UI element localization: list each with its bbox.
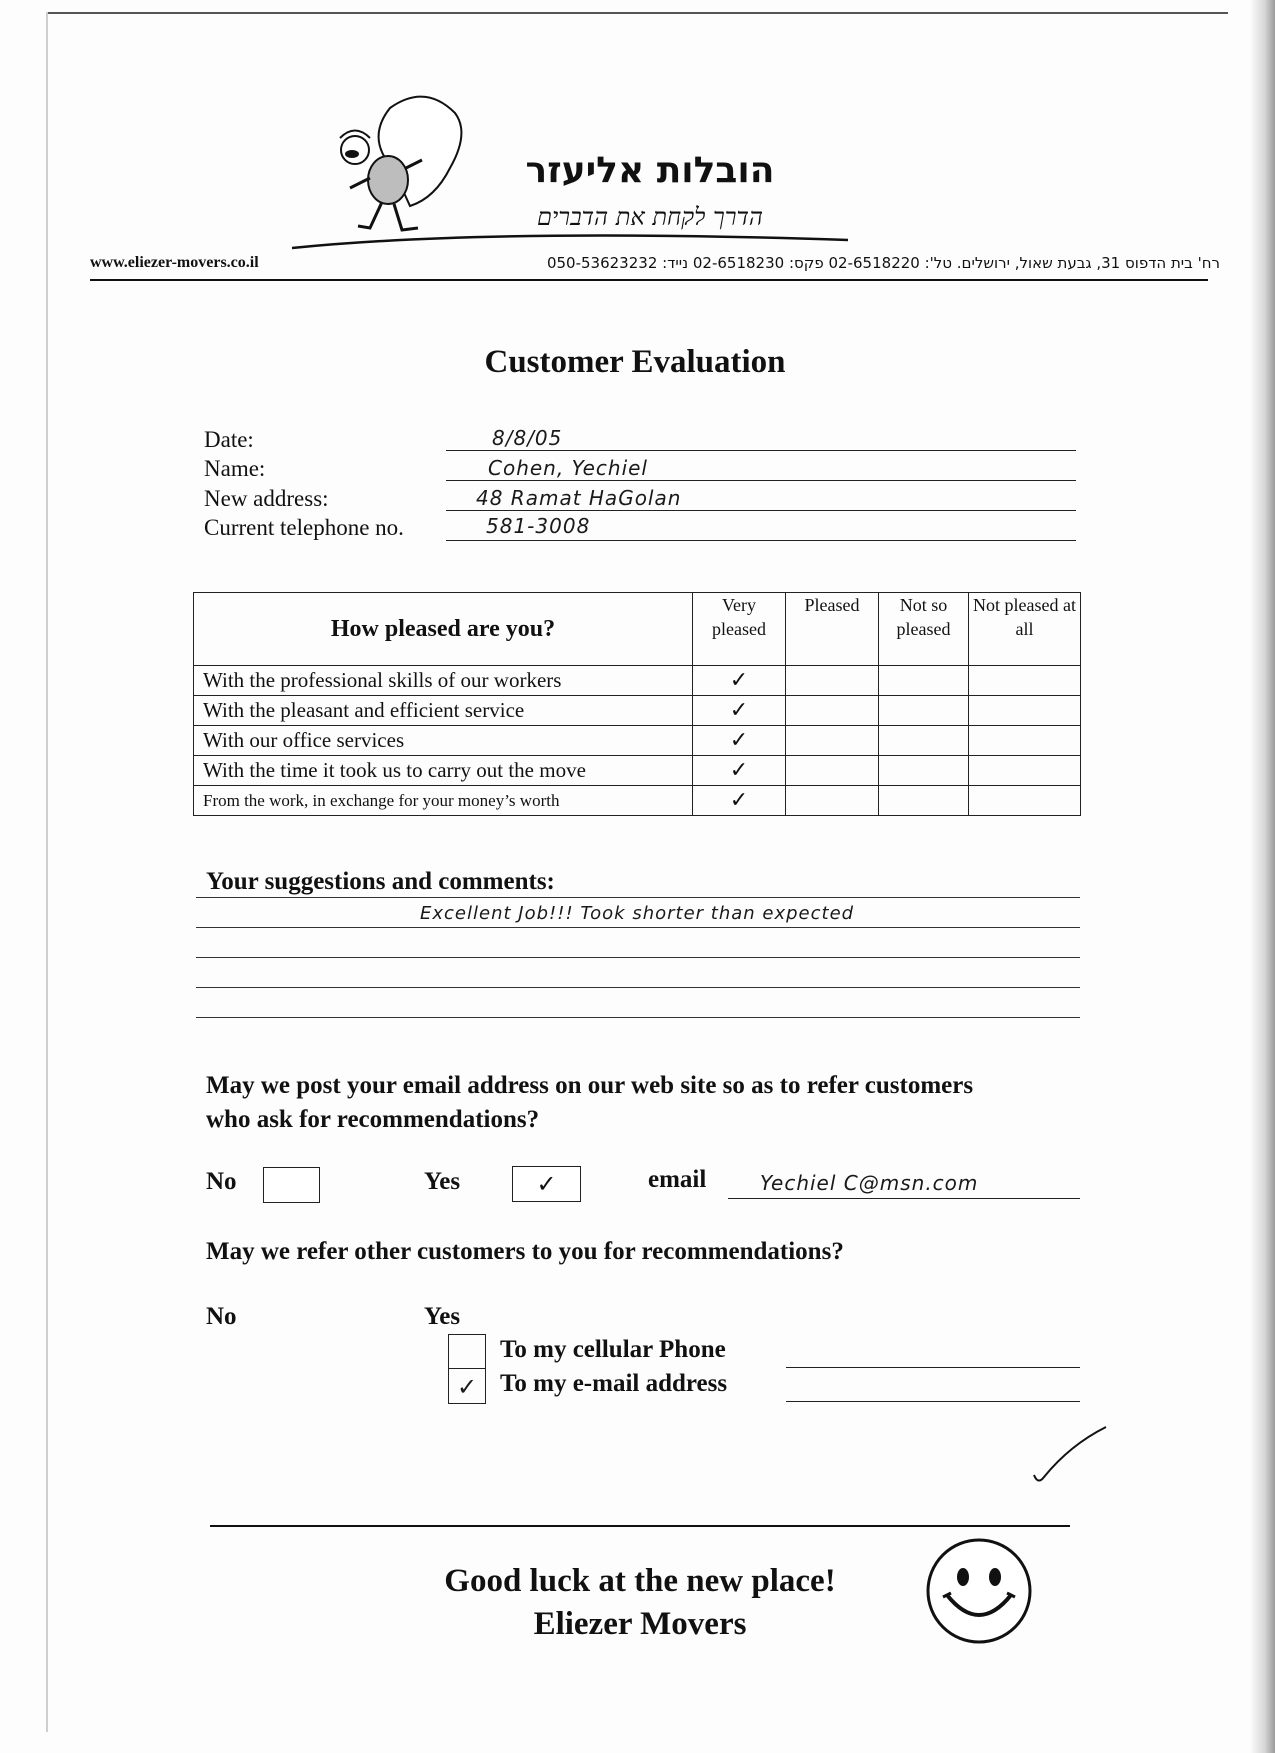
- email-address-mark: ✓: [457, 1373, 479, 1401]
- col-not-pleased-at-all: Not pleased at all: [969, 593, 1081, 666]
- address-value: 48 Ramat HaGolan: [476, 486, 682, 510]
- form-title: Customer Evaluation: [484, 344, 786, 380]
- not-so-pleased-checkbox[interactable]: [879, 756, 969, 786]
- email-address-label: To my e-mail address: [500, 1370, 728, 1397]
- pleased-checkbox[interactable]: [786, 786, 879, 816]
- cell-phone-label: To my cellular Phone: [500, 1336, 726, 1363]
- footer-line-1: Good luck at the new place!: [444, 1563, 836, 1599]
- email-label: email: [648, 1166, 707, 1193]
- phone-value: 581-3008: [486, 514, 591, 538]
- very-pleased-checkbox[interactable]: ✓: [693, 666, 786, 696]
- name-line: [446, 480, 1076, 481]
- name-value: Cohen, Yechiel: [488, 456, 648, 480]
- email-address-line: [786, 1401, 1080, 1402]
- date-label: Date:: [204, 427, 254, 452]
- very-pleased-checkbox[interactable]: ✓: [693, 756, 786, 786]
- table-row: [194, 666, 1081, 696]
- footer-divider: [210, 1525, 1070, 1527]
- email-value[interactable]: Yechiel C@msn.com: [760, 1171, 979, 1195]
- row-label: With our office services: [194, 726, 693, 756]
- cell-phone-checkbox[interactable]: [448, 1334, 486, 1369]
- refer-question: May we refer other customers to you for recommendations?: [206, 1238, 844, 1265]
- email-yes-label: Yes: [424, 1168, 461, 1195]
- phone-line: [446, 540, 1076, 541]
- pleased-checkbox[interactable]: [786, 756, 879, 786]
- very-pleased-checkbox[interactable]: ✓: [693, 786, 786, 816]
- mover-mascot-icon: [330, 88, 500, 248]
- pleased-checkbox[interactable]: [786, 726, 879, 756]
- comment-line: [196, 957, 1080, 958]
- company-name-hebrew: הובלות אליעזר: [525, 150, 775, 191]
- col-not-so-pleased: Not so pleased: [879, 593, 969, 666]
- very-pleased-checkbox[interactable]: ✓: [693, 696, 786, 726]
- date-value: 8/8/05: [492, 426, 563, 450]
- logo-swoosh-line: [290, 226, 850, 256]
- table-row: [194, 756, 1081, 786]
- email-yes-mark: ✓: [536, 1170, 557, 1198]
- comment-line: [196, 987, 1080, 988]
- top-border: [48, 12, 1228, 14]
- very-pleased-checkbox[interactable]: ✓: [693, 726, 786, 756]
- table-row: [194, 786, 1081, 816]
- comments-heading: Your suggestions and comments:: [206, 868, 555, 895]
- row-label: From the work, in exchange for your money’s worth: [194, 786, 693, 816]
- email-yes-checkbox[interactable]: [512, 1166, 581, 1202]
- table-row: [194, 696, 1081, 726]
- left-border: [46, 12, 48, 1732]
- rating-table: [193, 592, 1081, 816]
- rating-question: How pleased are you?: [194, 593, 693, 666]
- phone-label: Current telephone no.: [204, 515, 404, 540]
- handwritten-check-icon: [1030, 1425, 1110, 1485]
- comment-line: [196, 897, 1080, 898]
- pleased-checkbox[interactable]: [786, 666, 879, 696]
- date-line: [446, 450, 1076, 451]
- pleased-checkbox[interactable]: [786, 696, 879, 726]
- not-so-pleased-checkbox[interactable]: [879, 696, 969, 726]
- row-label: With the time it took us to carry out the move: [194, 756, 693, 786]
- email-no-label: No: [206, 1168, 237, 1195]
- not-so-pleased-checkbox[interactable]: [879, 666, 969, 696]
- email-line: [728, 1198, 1080, 1199]
- paper-edge-shadow: [1249, 0, 1275, 1753]
- comment-line: [196, 927, 1080, 928]
- not-pleased-checkbox[interactable]: [969, 756, 1081, 786]
- comments-text[interactable]: Excellent Job!!! Took shorter than expected: [420, 903, 855, 924]
- contact-details-hebrew: רח' בית הדפוס 31, גבעת שאול, ירושלים. טל': 02-6518220 פקס: 02-6518230 נייד: 050-53623232: [546, 254, 1220, 272]
- address-label: New address:: [204, 486, 329, 511]
- smiley-face-icon: [925, 1537, 1033, 1645]
- not-so-pleased-checkbox[interactable]: [879, 726, 969, 756]
- footer-message: [300, 1560, 980, 1646]
- row-label: With the pleasant and efficient service: [194, 696, 693, 726]
- email-question: May we post your email address on our web site so as to refer customers who ask for recommendations?: [206, 1072, 974, 1133]
- not-pleased-checkbox[interactable]: [969, 666, 1081, 696]
- company-slogan-hebrew: הדרך לקחת את הדברים: [537, 203, 763, 231]
- col-very-pleased: Very pleased: [693, 593, 786, 666]
- row-label: With the professional skills of our workers: [194, 666, 693, 696]
- comment-line: [196, 1017, 1080, 1018]
- not-pleased-checkbox[interactable]: [969, 696, 1081, 726]
- contact-line: [90, 254, 1220, 276]
- table-row: [194, 726, 1081, 756]
- col-pleased: Pleased: [786, 593, 879, 666]
- not-so-pleased-checkbox[interactable]: [879, 786, 969, 816]
- not-pleased-checkbox[interactable]: [969, 786, 1081, 816]
- refer-no-label: No: [206, 1303, 237, 1330]
- footer-line-2: Eliezer Movers: [533, 1606, 747, 1642]
- name-label: Name:: [204, 456, 266, 481]
- not-pleased-checkbox[interactable]: [969, 726, 1081, 756]
- email-no-checkbox[interactable]: [263, 1167, 320, 1203]
- header-divider: [90, 279, 1208, 281]
- rating-header-row: [194, 593, 1081, 666]
- address-line: [446, 510, 1076, 511]
- cell-phone-line: [786, 1367, 1080, 1368]
- website-link[interactable]: www.eliezer-movers.co.il: [90, 254, 259, 271]
- refer-yes-label: Yes: [424, 1303, 461, 1330]
- email-address-checkbox[interactable]: [448, 1368, 486, 1404]
